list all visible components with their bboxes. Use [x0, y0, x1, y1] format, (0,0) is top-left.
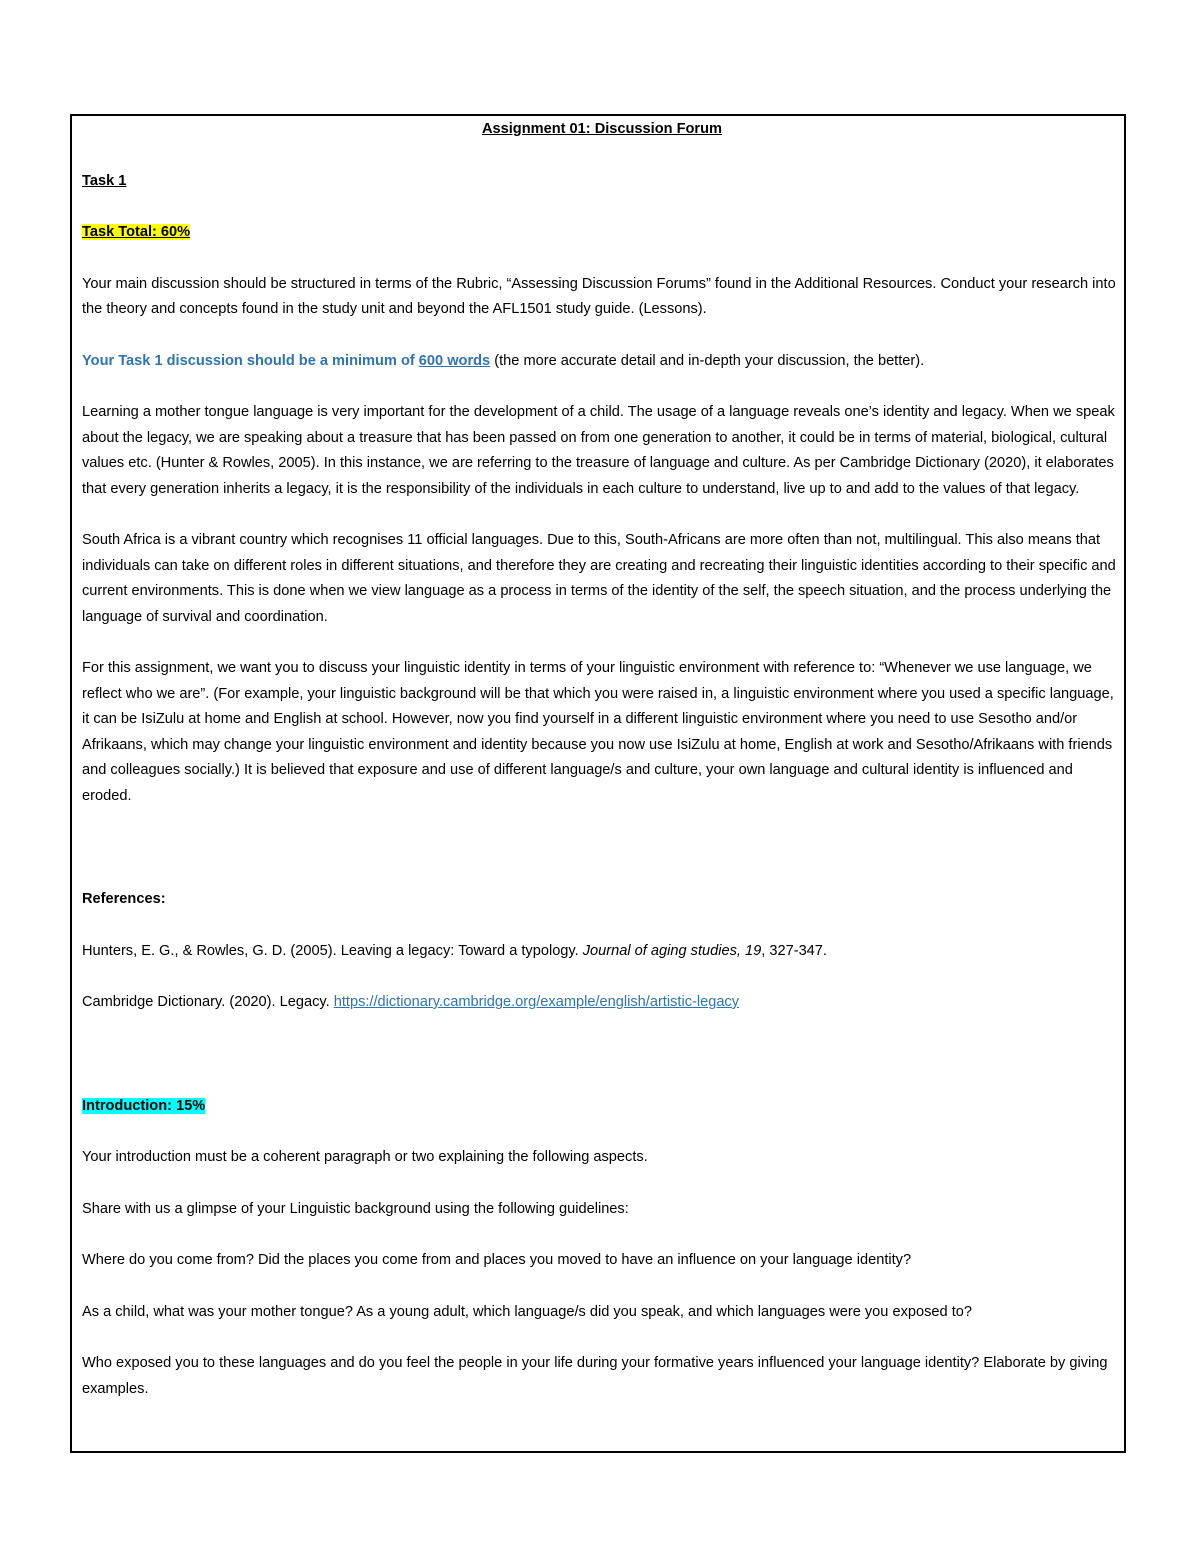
task-heading: Task 1	[82, 172, 127, 189]
references-heading: References:	[82, 891, 166, 907]
assignment-paragraph: For this assignment, we want you to discuss your linguistic identity in terms of your linguistic environment with reference to: “Whenever we use language, we reflect who we are”. (For example, your linguistic background will be that which you were raised in, a linguistic environment where you used a specific language, it can be IsiZulu at home and English at school. However, now you find yourself in a different linguistic environment where you need to use Sesotho and/or Afrikaans, which may change your linguistic environment and identity because you now use IsiZulu at home, English at work and Sesotho/Afrikaans with friends and colleagues socially.) It is believed that exposure and use of different language/s and culture, your own language and cultural identity is influenced and eroded.	[82, 660, 1114, 804]
requirement-lead: Your Task 1 discussion should be a minimum of	[82, 352, 419, 369]
reference-hunters	[82, 939, 1122, 965]
legacy-paragraph: Learning a mother tongue language is very important for the development of a child. The usage of a language reveals one’s identity and legacy. When we speak about the legacy, we are speaking about a treasure that has been passed on from one generation to another, it could be in terms of material, biological, cultural values etc. (Hunter & Rowles, 2005). In this instance, we are referring to the treasure of language and culture. As per Cambridge Dictionary (2020), it elaborates that every generation inherits a legacy, it is the responsibility of the individuals in each culture to understand, live up to and add to the values of that legacy.	[82, 404, 1115, 497]
reference-hunters-text: Hunters, E. G., & Rowles, G. D. (2005). Leaving a legacy: Toward a typology.	[82, 942, 583, 959]
intro-line: Who exposed you to these languages and do you feel the people in your life during your formative years influenced your language identity? Elaborate by giving examples.	[82, 1355, 1108, 1397]
document-body	[82, 117, 1122, 1402]
requirement-tail: (the more accurate detail and in-depth your discussion, the better).	[490, 352, 925, 369]
cambridge-url-link[interactable]: https://dictionary.cambridge.org/example/english/artistic-legacy	[333, 994, 740, 1010]
intro-line: Where do you come from? Did the places you come from and places you moved to have an influence on your language identity?	[82, 1252, 912, 1268]
document-title: Assignment 01: Discussion Forum	[481, 121, 723, 137]
word-requirement	[82, 349, 1122, 375]
reference-hunters-pages: , 327-347.	[761, 942, 827, 959]
intro-line: Your introduction must be a coherent paragraph or two explaining the following aspects.	[82, 1149, 648, 1165]
reference-cambridge-text: Cambridge Dictionary. (2020). Legacy.	[82, 994, 334, 1010]
instructions-paragraph: Your main discussion should be structured in terms of the Rubric, “Assessing Discussion Forums” found in the Additional Resources. Conduct your research into the theory and concepts found in the study unit and beyond the AFL1501 study guide. (Lessons).	[82, 275, 1116, 317]
word-count-link[interactable]: 600 words	[418, 352, 491, 369]
south-africa-paragraph: South Africa is a vibrant country which recognises 11 official languages. Due to this, South-Africans are more often than not, multilingual. This also means that individuals can take on different roles in different situations, and therefore they are creating and recreating their linguistic identities according to their specific and current environments. This is done when we view language as a process in terms of the identity of the self, the speech situation, and the process underlying the language of survival and coordination.	[82, 532, 1116, 625]
introduction-heading: Introduction: 15%	[82, 1097, 206, 1114]
intro-line: Share with us a glimpse of your Linguistic background using the following guidelines:	[82, 1200, 629, 1217]
intro-line: As a child, what was your mother tongue? As a young adult, which language/s did you speak, and which languages were you exposed to?	[82, 1303, 972, 1320]
task-total-badge: Task Total: 60%	[82, 224, 191, 240]
reference-hunters-journal: Journal of aging studies, 19	[582, 942, 762, 959]
reference-cambridge	[82, 990, 1122, 1016]
